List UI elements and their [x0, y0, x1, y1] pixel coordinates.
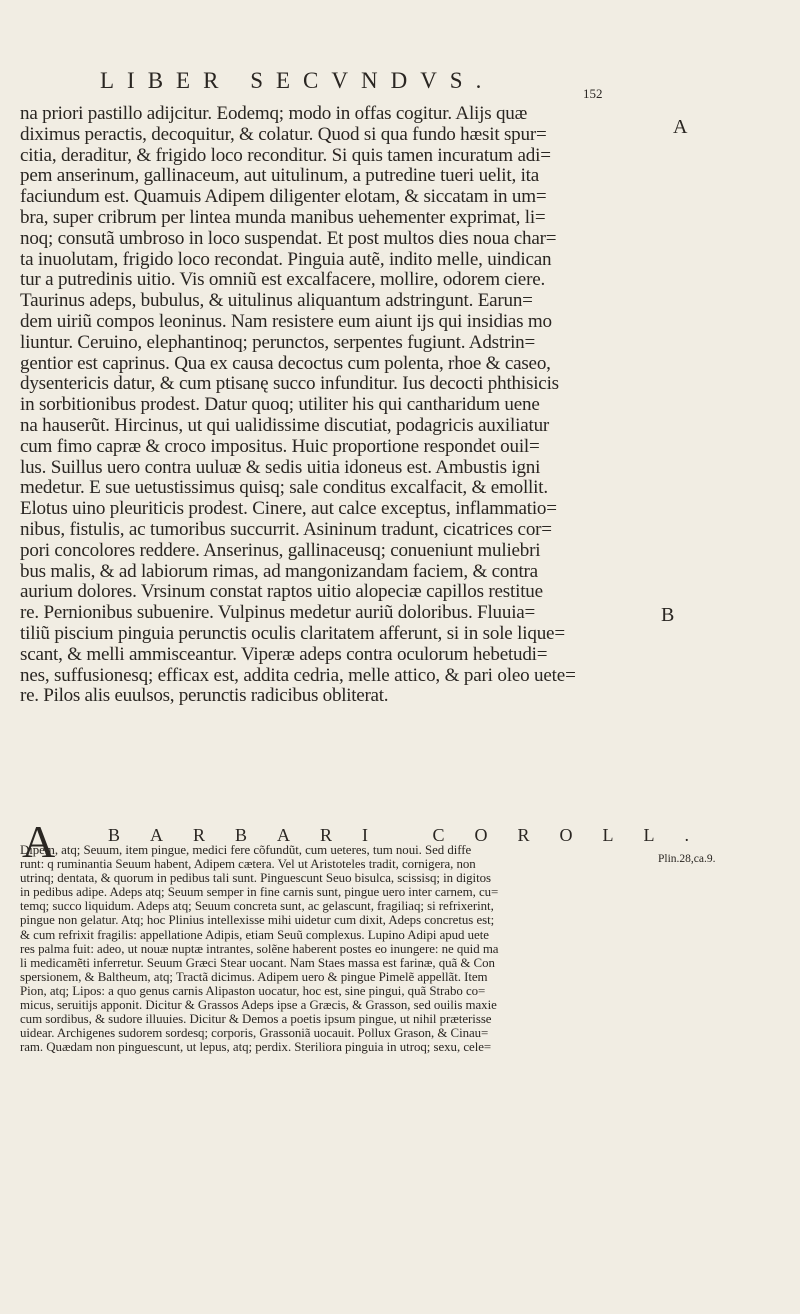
- text-line: pori concolores reddere. Anserinus, gallinaceusq; conueniunt muliebri: [20, 539, 541, 561]
- text-line: Taurinus adeps, bubulus, & uitulinus aliquantum adstringunt. Earun=: [20, 290, 533, 312]
- text-line: ta inuolutam, frigido loco recondat. Pinguia autẽ, indito melle, uindican: [20, 248, 552, 270]
- text-line: scant, & melli ammisceantur. Viperæ adeps contra oculorum hebetudi=: [20, 643, 548, 665]
- text-line: faciundum est. Quamuis Adipem diligenter elotam, & siccatam in um=: [20, 186, 547, 208]
- text-line: lus. Suillus uero contra uuluæ & sedis uitia idoneus est. Ambustis igni: [20, 456, 541, 478]
- corollarium-line: ram. Quædam non pinguescunt, ut lepus, atq; perdix. Steriliora pinguia in utroq; sexu, cele=: [20, 1040, 492, 1055]
- running-head: LIBER SECVNDVS.: [100, 68, 495, 93]
- text-line: na priori pastillo adijcitur. Eodemq; modo in offas cogitur. Alijs quæ: [20, 103, 528, 124]
- text-line: Elotus uino pleuriticis prodest. Cinere, aut calce exceptus, inflammatio=: [20, 498, 557, 520]
- corollarium-line: Pion, atq; Lipos: a quo genus carnis Alipaston uocatur, hoc est, sine pingui, quã Strabo co=: [20, 983, 486, 998]
- text-line: tur a putredinis uitio. Vis omniũ est excalfacere, mollire, odorem ciere.: [20, 269, 546, 291]
- text-line: bra, super cribrum per lintea munda manibus uehementer exprimat, li=: [20, 206, 546, 228]
- corollarium-line: utrinq; dentata, & quorum in pedibus tali sunt. Pinguescunt Seuo bisulca, scissisq; in digitos: [20, 871, 492, 886]
- text-line: noq; consutã umbroso in loco suspendat. Et post multos dies noua char=: [20, 227, 557, 249]
- text-line: dem uiriũ compos leoninus. Nam resistere eum aiunt ijs qui insidias mo: [20, 310, 552, 332]
- text-line: bus malis, & ad labiorum rimas, ad mangonizandam faciem, & contra: [20, 560, 538, 582]
- margin-letter-b: B: [661, 604, 675, 626]
- initial-letter: A: [22, 816, 56, 867]
- text-line: in sorbitionibus prodest. Datur quoq; utiliter his qui cantharidum uene: [20, 394, 540, 416]
- corollarium-line: li medicamẽti inferretur. Seuum Græci Stear uocant. Nam Staes massa est farinæ, quã & Con: [20, 955, 495, 970]
- corollarium-line: micus, seruitijs apponit. Dicitur & Grassos Adeps ipse a Græcis, & Grasson, sed ouilis maxie: [20, 998, 497, 1013]
- corollarium-line: spersionem, & Baltheum, atq; Tractã dicimus. Adipem uero & pingue Pimelẽ appellãt. Item: [20, 969, 488, 984]
- text-line: pem anserinum, gallinaceum, aut uitulinum, a putredine tueri uelit, ita: [20, 165, 540, 187]
- text-line: nes, suffusionesq; efficax est, addita cedria, melle attico, & pari oleo uete=: [20, 664, 576, 686]
- corollarium-line: Dipem, atq; Seuum, item pingue, medici fere cõfundũt, cum ueteres, tum noui. Sed diffe: [20, 843, 472, 857]
- corollarium-line: in pedibus adipe. Adeps atq; Seuum semper in fine carnis sunt, pingue uero inter carnem, cu=: [20, 885, 499, 900]
- text-line: na hauserũt. Hircinus, ut qui ualidissime discutiat, podagricis auxiliatur: [20, 414, 550, 436]
- margin-reference: Plin.28,ca.9.: [658, 853, 716, 865]
- main-text-block: [20, 104, 690, 707]
- corollarium-line: res palma fuit: adeo, ut nouæ nuptæ intrantes, solẽne haberent postes eo inungere: ne quid ma: [20, 941, 499, 956]
- corollarium-line: uidear. Archigenes sudorem sordesq; corporis, Grassoniã uocauit. Pollux Grason, & Cinau=: [20, 1026, 489, 1041]
- corollarium-line: pingue non gelatur. Atq; hoc Plinius intellexisse mihi uidetur cum dixit, Adeps concretus est;: [20, 913, 495, 928]
- margin-letter-a: A: [673, 116, 688, 138]
- text-line: nibus, fistulis, ac tumoribus succurrit. Asininum tradunt, cicatrices cor=: [20, 518, 552, 540]
- text-line: re. Pilos alis euulsos, perunctis radicibus obliterat.: [20, 685, 389, 707]
- text-line: dysentericis datur, & cum ptisanę succo infunditur. Ius decocti phthisicis: [20, 373, 559, 395]
- corollarium-text-block: [20, 843, 654, 1054]
- text-line: diximus peractis, decoquitur, & colatur. Quod si qua fundo hæsit spur=: [20, 123, 547, 145]
- text-line: liuntur. Ceruino, elephantinoq; perunctos, serpentes fugiunt. Adstrin=: [20, 331, 536, 353]
- corollarium-title: BARBARI COROLL.: [108, 825, 720, 845]
- text-line: citia, deraditur, & frigido loco reconditur. Si quis tamen incuratum adi=: [20, 144, 551, 166]
- text-line: gentior est caprinus. Qua ex causa decoctus cum polenta, rhoe & caseo,: [20, 352, 551, 374]
- corollarium-line: cum sordibus, & sudore illuuies. Dicitur & Demos a poetis ipsum pingue, ut nihil præterisse: [20, 1012, 492, 1027]
- corollarium-line: runt: q ruminantia Seuum habent, Adipem cætera. Vel ut Aristoteles tradit, cornigera, non: [20, 857, 476, 872]
- page-number: 152: [583, 86, 603, 101]
- text-line: medetur. E sue uetustissimus quisq; sale conditus excalfacit, & emollit.: [20, 477, 548, 499]
- text-line: re. Pernionibus subuenire. Vulpinus medetur auriũ doloribus. Fluuia=: [20, 602, 536, 624]
- corollarium-line: & cum refrixit fragilis: appellatione Adipis, etiam Seuũ complexus. Lupino Adipi apud uete: [20, 927, 489, 942]
- corollarium-line: temq; succo liquidum. Adeps atq; Seuum concreta sunt, ac gelascunt, fragiliaq; si refrixerint,: [20, 899, 494, 914]
- text-line: aurium dolores. Vrsinum constat raptos uitio alopeciæ capillos restitue: [20, 581, 543, 603]
- text-line: cum fimo capræ & croco impositus. Huic proportione respondet ouil=: [20, 435, 540, 457]
- text-line: tiliũ piscium pinguia perunctis oculis claritatem afferunt, si in sole lique=: [20, 622, 565, 644]
